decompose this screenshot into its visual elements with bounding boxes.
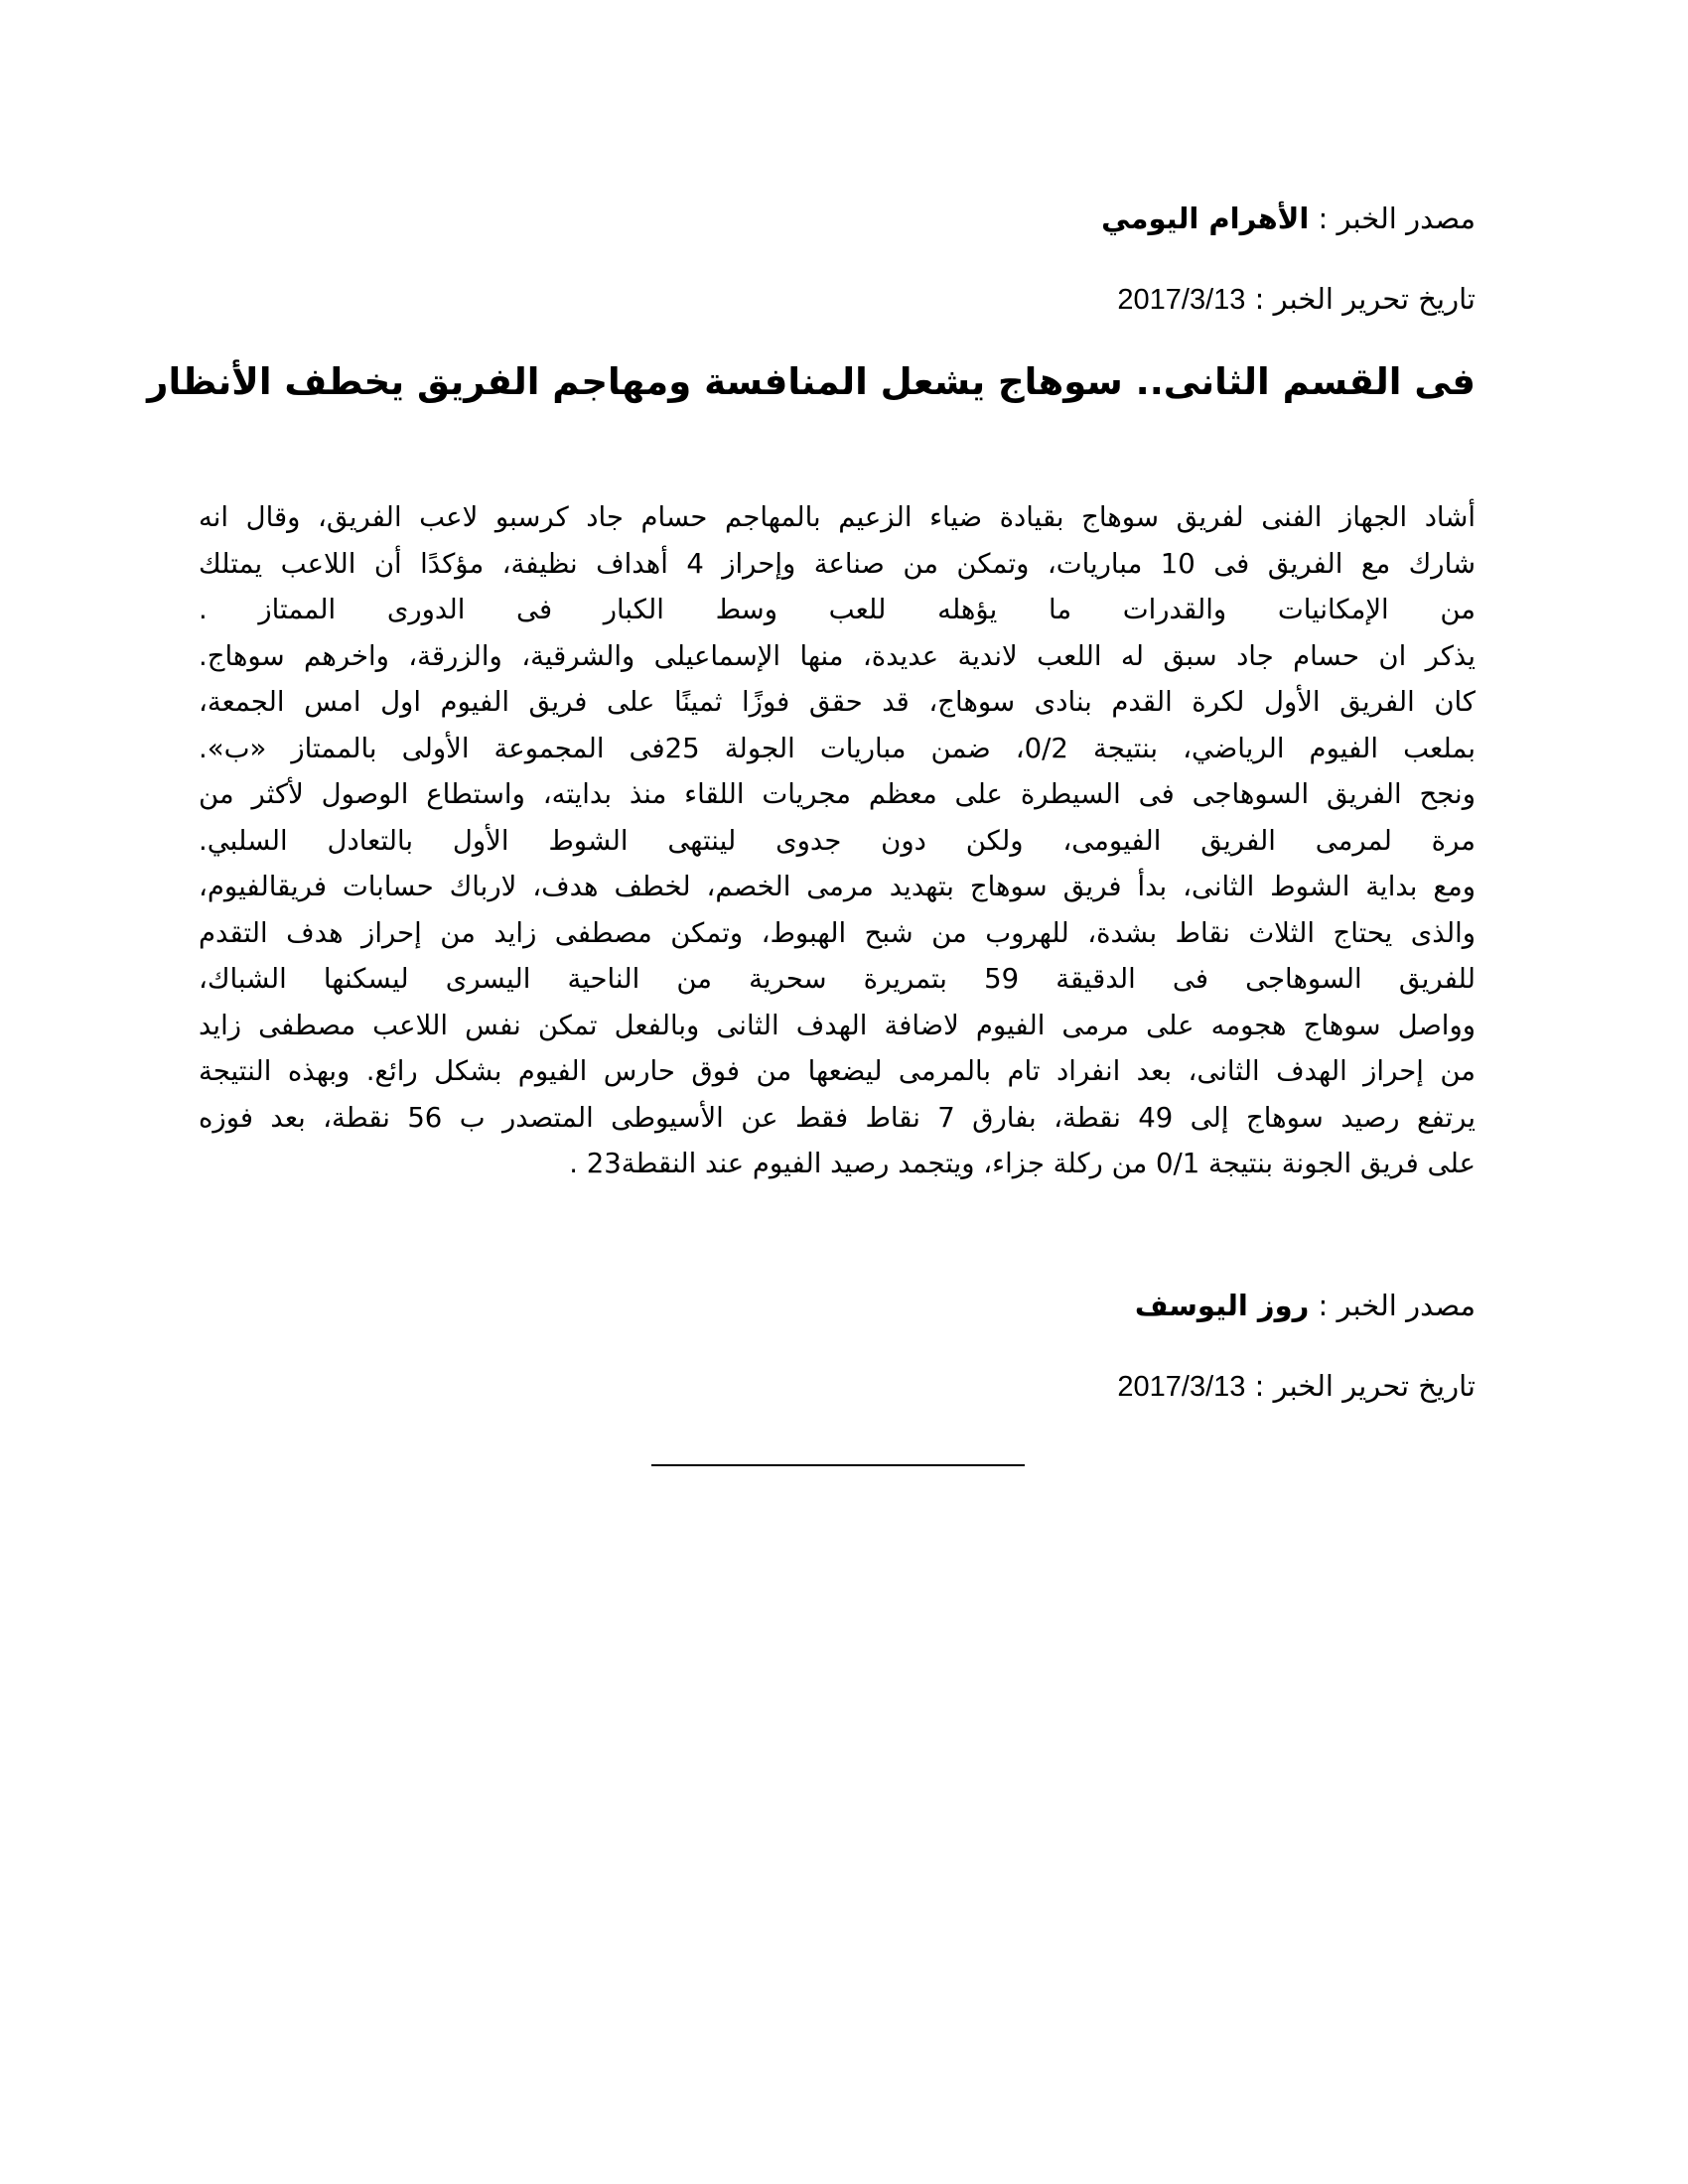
article-line: على فريق الجونة بنتيجة 0/1 من ركلة جزاء، ويتجمد رصيد الفيوم عند النقطة23 . <box>569 1148 1476 1179</box>
article-line: مرة لمرمى الفريق الفيومى، ولكن دون جدوى لينتهى الشوط الأول بالتعادل السلبي. <box>199 824 1476 857</box>
news-date-line-footer <box>1117 1366 1476 1407</box>
article-line: ونجح الفريق السوهاجى فى السيطرة على معظم مجريات اللقاء منذ بدايته، واستطاع الوصول لأكثر من <box>199 778 1476 810</box>
news-source-label: مصدر الخبر : <box>1318 1289 1476 1322</box>
article-line: أشاد الجهاز الفنى لفريق سوهاج بقيادة ضياء الزعيم بالمهاجم حسام جاد كرسبو لاعب الفريق، وقال انه <box>199 501 1476 533</box>
article-line: بملعب الفيوم الرياضي، بنتيجة 0/2، ضمن مباريات الجولة 25فى المجموعة الأولى بالممتاز «ب». <box>199 732 1476 764</box>
news-source-label: مصدر الخبر : <box>1318 202 1476 235</box>
article-line: وواصل سوهاج هجومه على مرمى الفيوم لاضافة الهدف الثانى وبالفعل تمكن نفس اللاعب مصطفى زايد <box>199 1009 1476 1041</box>
article-line: من الإمكانيات والقدرات ما يؤهله للعب وسط الكبار فى الدورى الممتاز . <box>199 594 1476 625</box>
news-source-line <box>1101 199 1476 238</box>
article-body <box>199 494 1476 1187</box>
news-date-line <box>1117 279 1476 320</box>
article-line: والذى يحتاج الثلاث نقاط بشدة، للهروب من شبح الهبوط، وتمكن مصطفى زايد من إحراز هدف التقدم <box>199 916 1476 949</box>
article-line: كان الفريق الأول لكرة القدم بنادى سوهاج، قد حقق فوزًا ثمينًا على فريق الفيوم اول امس الجمعة، <box>199 686 1476 718</box>
article-line: للفريق السوهاجى فى الدقيقة 59 بتمريرة سحرية من الناحية اليسرى ليسكنها الشباك، <box>199 963 1476 995</box>
article-line: يرتفع رصيد سوهاج إلى 49 نقطة، بفارق 7 نقاط فقط عن الأسيوطى المتصدر ب 56 نقطة، بعد فوزه <box>199 1101 1476 1134</box>
news-date-label: تاريخ تحرير الخبر : <box>1254 1369 1476 1403</box>
news-source-value: الأهرام اليومي <box>1101 202 1310 235</box>
news-date-value: 2017/3/13 <box>1117 1371 1246 1403</box>
article-line: شارك مع الفريق فى 10 مباريات، وتمكن من صناعة وإحراز 4 أهداف نظيفة، مؤكدًا أن اللاعب يمتلك <box>199 547 1476 580</box>
section-divider <box>651 1464 1025 1466</box>
article-line: ومع بداية الشوط الثانى، بدأ فريق سوهاج بتهديد مرمى الخصم، لخطف هدف، لارباك حسابات فريقالفيوم، <box>199 871 1476 902</box>
article-line: من إحراز الهدف الثانى، بعد انفراد تام بالمرمى ليضعها من فوق حارس الفيوم بشكل رائع. وبهذه النتيجة <box>199 1055 1476 1087</box>
article-headline: فى القسم الثانى.. سوهاج يشعل المنافسة ومهاجم الفريق يخطف الأنظار <box>147 360 1476 403</box>
news-source-value: روز اليوسف <box>1134 1289 1310 1322</box>
news-date-value: 2017/3/13 <box>1117 284 1246 316</box>
article-line: يذكر ان حسام جاد سبق له اللعب لاندية عديدة، منها الإسماعيلى والشرقية، والزرقة، واخرهم سوهاج. <box>199 639 1476 672</box>
news-source-line-footer <box>1135 1286 1476 1325</box>
news-date-label: تاريخ تحرير الخبر : <box>1254 282 1476 316</box>
